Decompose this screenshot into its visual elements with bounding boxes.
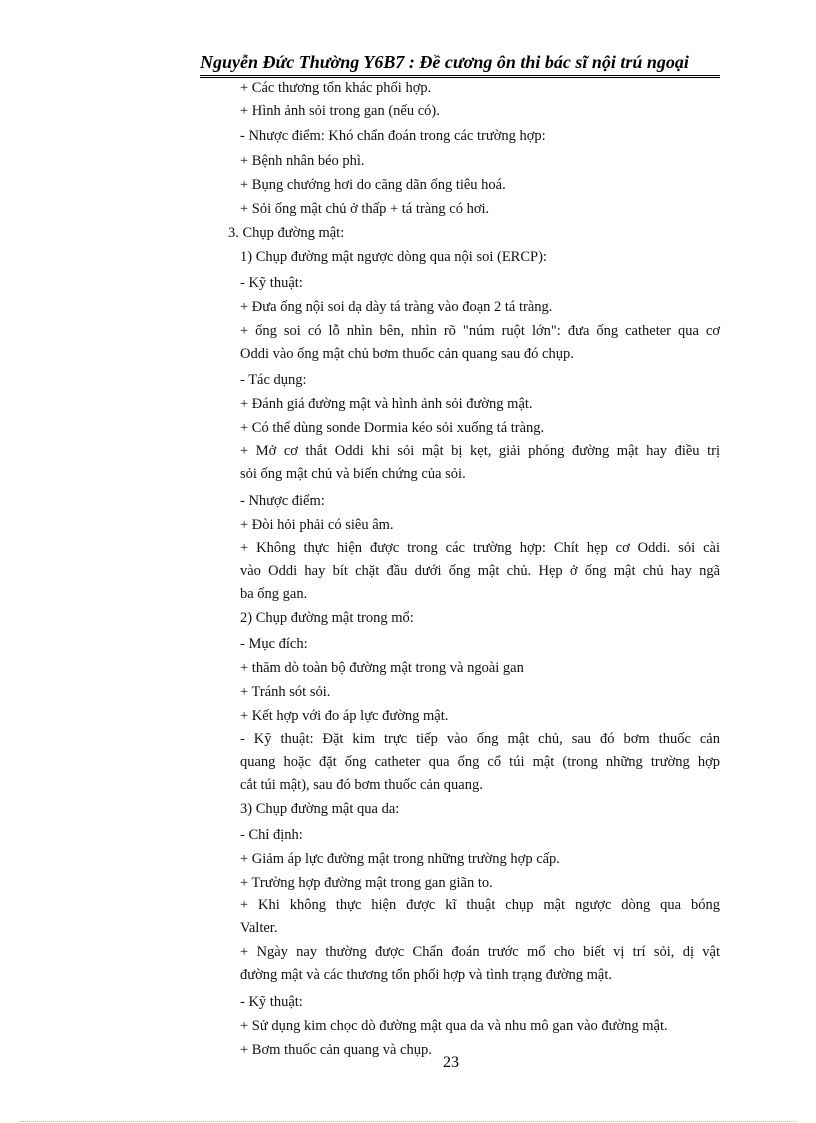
text-line: + Kết hợp với đo áp lực đường mật. xyxy=(240,708,449,724)
text-line: + Hình ảnh sỏi trong gan (nếu có). xyxy=(240,103,440,119)
text-line: + Các thương tổn khác phối hợp. xyxy=(240,80,432,96)
text-line: + thăm dò toàn bộ đường mật trong và ngoài gan xyxy=(240,660,524,676)
text-line: Oddi vào ống mật chủ bơm thuốc cản quang sau đó chụp. xyxy=(240,346,574,362)
subsection-heading: 3) Chụp đường mật qua da: xyxy=(240,801,400,817)
text-line: cắt túi mật), sau đó bơm thuốc cản quang. xyxy=(240,777,483,793)
text-line: + Bệnh nhân béo phì. xyxy=(240,153,365,169)
text-line: Valter. xyxy=(240,920,278,936)
text-line: vào Oddi hay bít chặt đầu dưới ống mật chủ. Hẹp ở ống mật chủ hay ngã xyxy=(240,563,720,579)
footer-rule xyxy=(20,1121,796,1122)
text-line: + Ngày nay thường được Chẩn đoán trước mổ cho biết vị trí sỏi, dị vật xyxy=(240,944,720,960)
text-line: - Chỉ định: xyxy=(240,827,303,843)
text-line: sỏi ống mật chủ và biến chứng của sỏi. xyxy=(240,466,466,482)
text-line: - Kỹ thuật: xyxy=(240,275,303,291)
running-header: Nguyễn Đức Thường Y6B7 : Đề cương ôn thi bác sĩ nội trú ngoại xyxy=(200,52,689,72)
text-line: + Bụng chướng hơi do căng dãn ống tiêu hoá. xyxy=(240,177,506,193)
text-line: + ống soi có lỗ nhìn bên, nhìn rõ "núm ruột lớn": đưa ống catheter qua cơ xyxy=(240,323,720,339)
text-line: + Giảm áp lực đường mật trong những trường hợp cấp. xyxy=(240,851,560,867)
text-line: + Không thực hiện được trong các trường hợp: Chít hẹp cơ Oddi. sỏi cài xyxy=(240,540,720,556)
text-line: - Mục đích: xyxy=(240,636,308,652)
text-line: - Nhược điểm: xyxy=(240,493,325,509)
subsection-heading: 1) Chụp đường mật ngược dòng qua nội soi (ERCP): xyxy=(240,249,547,265)
text-line: + Khi không thực hiện được kĩ thuật chụp mật ngược dòng qua bóng xyxy=(240,897,720,913)
text-line: - Kỹ thuật: Đặt kim trực tiếp vào ống mật chủ, sau đó bơm thuốc cản xyxy=(240,731,720,747)
text-line: + Tránh sót sỏi. xyxy=(240,684,331,700)
text-line: + Sỏi ống mật chủ ở thấp + tá tràng có hơi. xyxy=(240,201,490,217)
text-line: + Đòi hỏi phải có siêu âm. xyxy=(240,517,394,533)
text-line: + Đưa ống nội soi dạ dày tá tràng vào đoạn 2 tá tràng. xyxy=(240,299,553,315)
text-line: quang hoặc đặt ống catheter qua ống cổ túi mật (trong những trường hợp xyxy=(240,754,720,770)
text-line: + Mở cơ thắt Oddi khi sỏi mật bị kẹt, giải phóng đường mật hay điều trị xyxy=(240,443,720,459)
text-line: - Tác dụng: xyxy=(240,372,307,388)
text-line: + Sử dụng kim chọc dò đường mật qua da và nhu mô gan vào đường mật. xyxy=(240,1018,668,1034)
text-line: - Kỹ thuật: xyxy=(240,994,303,1010)
text-line: - Nhược điểm: Khó chẩn đoán trong các trường hợp: xyxy=(240,128,546,144)
page-number: 23 xyxy=(443,1054,459,1071)
text-line: + Bơm thuốc cản quang và chụp. xyxy=(240,1042,432,1058)
header-rule xyxy=(200,75,720,78)
subsection-heading: 2) Chụp đường mật trong mổ: xyxy=(240,610,414,626)
text-line: + Đánh giá đường mật và hình ảnh sỏi đường mật. xyxy=(240,396,533,412)
text-line: đường mật và các thương tổn phối hợp và tình trạng đường mật. xyxy=(240,967,612,983)
text-line: + Trường hợp đường mật trong gan giãn to. xyxy=(240,875,493,891)
text-line: ba ống gan. xyxy=(240,586,308,602)
section-heading: 3. Chụp đường mật: xyxy=(228,225,345,241)
text-line: + Có thể dùng sonde Dormia kéo sỏi xuống tá tràng. xyxy=(240,420,545,436)
